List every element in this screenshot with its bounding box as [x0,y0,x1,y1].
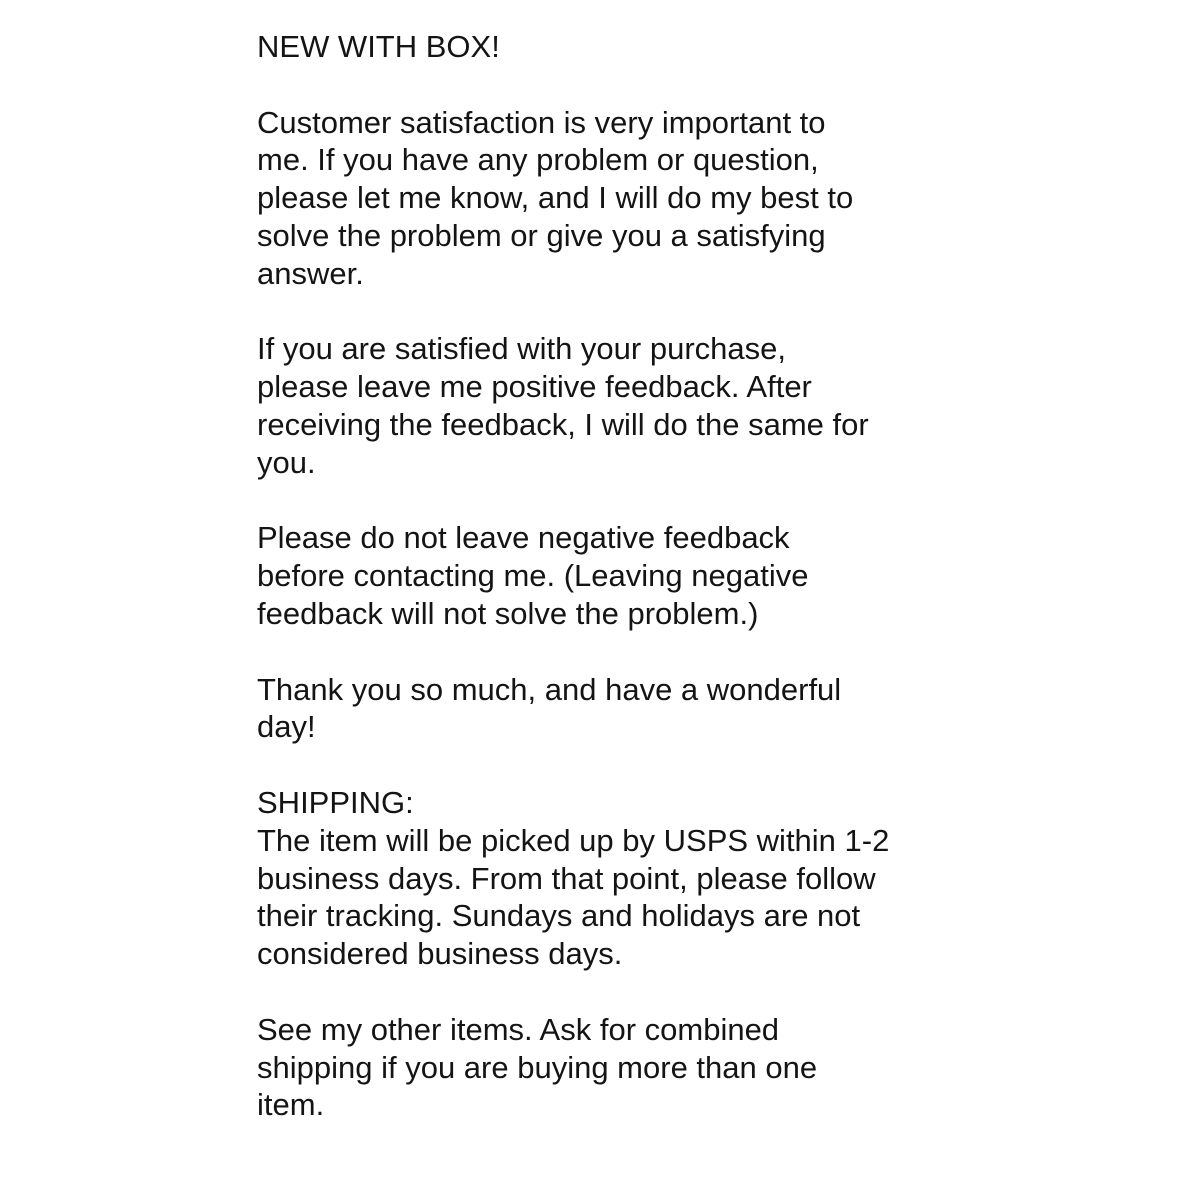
text-line: solve the problem or give you a satisfying [257,217,826,253]
text-line: The item will be picked up by USPS within 1-2 [257,822,890,858]
text-line: See my other items. Ask for combined [257,1011,780,1047]
paragraph-thanks [257,671,977,747]
text-line: item. [257,1087,325,1123]
text-line: their tracking. Sundays and holidays are not [257,898,861,934]
paragraph-shipping [257,784,977,973]
text-line: me. If you have any problem or question, [257,142,819,178]
paragraph-other-items [257,1011,977,1124]
text-line: please let me know, and I will do my best to [257,180,854,216]
text-line: feedback will not solve the problem.) [257,595,759,631]
text-line: Thank you so much, and have a wonderful [257,671,842,707]
text-line: NEW WITH BOX! [257,29,500,64]
shipping-heading: SHIPPING: [257,784,414,820]
text-line: If you are satisfied with your purchase, [257,331,786,367]
text-line: shipping if you are buying more than one [257,1049,818,1085]
paragraph-heading [257,28,977,66]
paragraph-positive-feedback [257,330,977,481]
paragraph-negative-feedback [257,519,977,632]
text-line: day! [257,709,316,745]
text-line: answer. [257,255,364,291]
listing-description [257,28,977,1124]
text-line: Please do not leave negative feedback [257,520,790,556]
text-line: business days. From that point, please follow [257,860,876,896]
text-line: before contacting me. (Leaving negative [257,558,809,594]
paragraph-satisfaction [257,104,977,293]
text-line: you. [257,444,316,480]
text-line: considered business days. [257,936,623,972]
text-line: receiving the feedback, I will do the same for [257,406,869,442]
text-line: Customer satisfaction is very important to [257,104,826,140]
text-line: please leave me positive feedback. After [257,369,812,405]
